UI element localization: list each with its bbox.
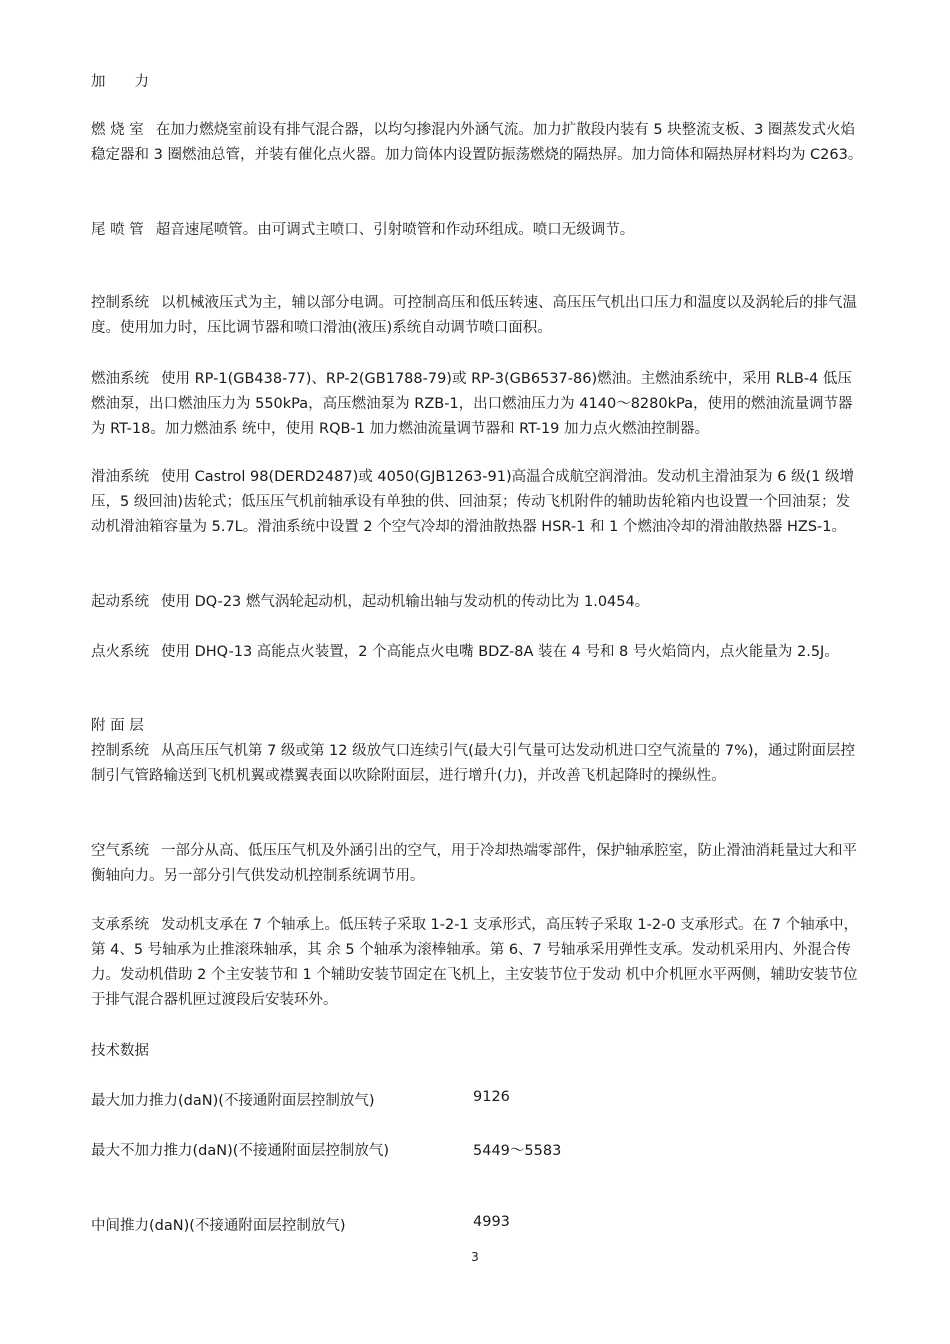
ignition-system-paragraph xyxy=(91,640,863,665)
ignition-system-term: 点火系统 xyxy=(91,644,149,660)
control-system-text: 以机械液压式为主，辅以部分电调。可控制高压和低压转速、高压压气机出口压力和温度以及涡轮后的排气温度。使用加力时，压比调节器和喷口滑油(液压)系统自动调节喷口面积。 xyxy=(91,295,857,336)
lube-system-term: 滑油系统 xyxy=(91,469,149,485)
lube-system-text: 使用 Castrol 98(DERD2487)或 4050(GJB1263-91)高温合成航空润滑油。发动机主滑油泵为 6 级(1 级增压，5 级回油)齿轮式；低压压气机前轴承设有单独的供、回油泵；传动飞机附件的辅助齿轮箱内也设置一个回油泵；发动机滑油箱容量为 5.7L。滑油系统中设置 2 个空气冷却的滑油散热器 HSR-1 和 1 个燃油冷却的滑油散热器 HZS-1。 xyxy=(91,469,855,535)
fuel-system-paragraph xyxy=(91,367,863,442)
fuel-system-term: 燃油系统 xyxy=(91,371,149,387)
combustor-paragraph xyxy=(91,118,863,168)
support-system-paragraph xyxy=(91,913,863,1013)
start-system-term: 起动系统 xyxy=(91,594,149,610)
spec-label: 中间推力(daN)(不接通附面层控制放气) xyxy=(91,1218,346,1234)
control-system-term: 控制系统 xyxy=(91,295,149,311)
air-system-paragraph xyxy=(91,839,863,889)
spec-label: 最大加力推力(daN)(不接通附面层控制放气) xyxy=(91,1093,375,1109)
boundary-control-paragraph xyxy=(91,739,863,789)
boundary-control-text: 从高压压气机第 7 级或第 12 级放气口连续引气(最大引气量可达发动机进口空气流量的 7%)，通过附面层控制引气管路输送到飞机机翼或襟翼表面以吹除附面层，进行增升(力)，并改善飞机起降时的操纵性。 xyxy=(91,743,856,784)
support-system-text: 发动机支承在 7 个轴承上。低压转子采取 1-2-1 支承形式，高压转子采取 1-2-0 支承形式。在 7 个轴承中，第 4、5 号轴承为止推滚珠轴承，其 余 5 个轴承为滚棒轴承。第 6、7 号轴承采用弹性支承。发动机采用内、外混合传力。发动机借助 2 个主安装节和 1 个辅助安装节固定在飞机上，主安装节位于发动 机中介机匣水平两侧，辅助安装节位于排气混合器机匣过渡段后安装环外。 xyxy=(91,917,859,1008)
combustor-text: 在加力燃烧室前设有排气混合器，以均匀掺混内外涵气流。加力扩散段内装有 5 块整流支板、3 圈蒸发式火焰稳定器和 3 圈燃油总管，并装有催化点火器。加力筒体内设置防振荡燃烧的隔热屏。加力筒体和隔热屏材料均为 C263。 xyxy=(91,122,863,163)
combustor-term: 燃 烧 室 xyxy=(91,122,144,138)
page-number: 3 xyxy=(471,1250,479,1264)
spec-value: 5449～5583 xyxy=(473,1143,562,1159)
nozzle-text: 超音速尾喷管。由可调式主喷口、引射喷管和作动环组成。喷口无级调节。 xyxy=(155,222,635,238)
start-system-paragraph xyxy=(91,590,863,615)
nozzle-term: 尾 喷 管 xyxy=(91,222,144,238)
support-system-term: 支承系统 xyxy=(91,917,149,933)
afterburner-heading: 加 力 xyxy=(91,74,149,90)
air-system-text: 一部分从高、低压压气机及外涵引出的空气，用于冷却热端零部件，保护轴承腔室，防止滑油消耗量过大和平衡轴向力。另一部分引气供发动机控制系统调节用。 xyxy=(91,843,857,884)
control-system-paragraph xyxy=(91,291,863,341)
lube-system-paragraph xyxy=(91,465,863,540)
fuel-system-text: 使用 RP-1(GB438-77)、RP-2(GB1788-79)或 RP-3(GB6537-86)燃油。主燃油系统中，采用 RLB-4 低压 燃油泵，出口燃油压力为 550kPa，高压燃油泵为 RZB-1，出口燃油压力为 4140～8280kPa，使用的燃油流量调节器为 RT-18。加力燃油系 统中，使用 RQB-1 加力燃油流量调节器和 RT-19 加力点火燃油控制器。 xyxy=(91,371,853,437)
boundary-layer-heading: 附 面 层 xyxy=(91,718,144,734)
spec-value: 9126 xyxy=(473,1089,510,1105)
tech-data-heading: 技术数据 xyxy=(91,1043,149,1059)
spec-label: 最大不加力推力(daN)(不接通附面层控制放气) xyxy=(91,1143,390,1159)
ignition-system-text: 使用 DHQ-13 高能点火装置，2 个高能点火电嘴 BDZ-8A 装在 4 号和 8 号火焰筒内，点火能量为 2.5J。 xyxy=(161,644,839,660)
air-system-term: 空气系统 xyxy=(91,843,149,859)
boundary-control-term: 控制系统 xyxy=(91,743,149,759)
spec-value: 4993 xyxy=(473,1214,510,1230)
nozzle-paragraph xyxy=(91,218,863,243)
start-system-text: 使用 DQ-23 燃气涡轮起动机，起动机输出轴与发动机的传动比为 1.0454。 xyxy=(161,594,650,610)
